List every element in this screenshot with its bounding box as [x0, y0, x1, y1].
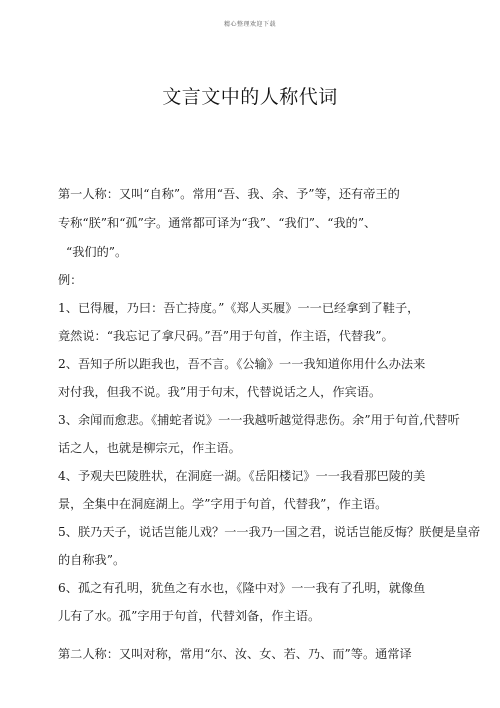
paragraph-line: 1、已得履，乃曰：吾亡持度。”《郑人买履》一一已经拿到了鞋子， [58, 301, 420, 315]
header-note: 精心整理欢迎下载 [223, 21, 276, 28]
paragraph-line: 第一人称：又叫“自称”。常用“吾、我、余、予”等，还有帝王的 [58, 187, 400, 201]
paragraph-line: 景，全集中在洞庭湖上。学”字用于句首，代替我”，作主语。 [58, 497, 388, 511]
paragraph-line: 的自称我”。 [58, 553, 126, 567]
paragraph-line: “我们的”。 [66, 245, 128, 259]
paragraph-line: 例： [58, 273, 83, 287]
paragraph-line: 对付我，但我不说。我”用于句末，代替说话之人，作宾语。 [58, 385, 382, 399]
paragraph-line: 竟然说：“我忘记了拿尺码。”吾”用于句首，作主语，代替我”。 [58, 329, 394, 343]
document-title: 文言文中的人称代词 [162, 86, 338, 108]
paragraph-line: 5、朕乃天子，说话岂能儿戏？一一我乃一国之君，说话岂能反悔？朕便是皇帝 [58, 525, 481, 539]
paragraph-line: 儿有了水。孤”字用于句首，代替刘备，作主语。 [58, 609, 321, 623]
paragraph-line: 话之人，也就是柳宗元，作主语。 [58, 441, 241, 455]
paragraph-line: 4、予观夫巴陵胜状，在洞庭一湖。《岳阳楼记》一一我看那巴陵的美 [58, 469, 426, 483]
paragraph-line: 2、吾知子所以距我也，吾不言。《公输》一一我知道你用什么办法来 [58, 357, 426, 371]
paragraph-line: 3、余闻而愈悲。《捕蛇者说》一一我越听越觉得悲伤。余”用于句首,代替听 [58, 413, 460, 427]
paragraph-line: 专称“朕”和“孤”字。通常都可译为“我”、“我们”、“我的”、 [58, 216, 377, 230]
paragraph-line: 第二人称：又叫对称，常用“尔、汝、女、若、乃、而”等。通常译 [58, 647, 412, 661]
paragraph-line: 6、孤之有孔明，犹鱼之有水也，《隆中对》一一我有了孔明，就像鱼 [58, 581, 426, 595]
